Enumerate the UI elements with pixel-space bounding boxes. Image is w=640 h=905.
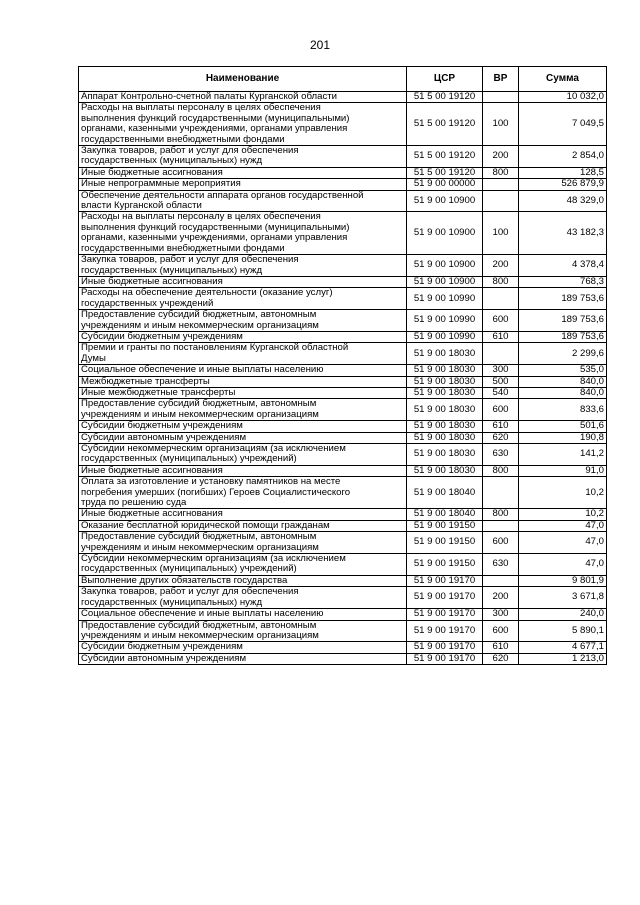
table-row [79,167,607,178]
cell-vr [483,288,519,310]
cell-csr: 51 9 00 00000 [407,179,483,190]
cell-name: Социальное обеспечение и иные выплаты населению [79,609,407,620]
table-header-row [79,67,607,92]
cell-csr: 51 9 00 19170 [407,642,483,653]
table-row [79,276,607,287]
cell-sum: 4 378,4 [519,255,607,277]
cell-sum: 7 049,5 [519,103,607,146]
cell-name: Расходы на обеспечение деятельности (оказание услуг) государственных учреждений [79,288,407,310]
cell-csr: 51 9 00 19170 [407,620,483,642]
cell-sum: 189 753,6 [519,331,607,342]
table-row [79,399,607,421]
cell-vr: 630 [483,554,519,576]
cell-csr: 51 9 00 10990 [407,288,483,310]
cell-name: Выполнение других обязательств государства [79,575,407,586]
cell-csr: 51 9 00 10900 [407,190,483,212]
cell-sum: 1 213,0 [519,653,607,664]
cell-vr: 610 [483,331,519,342]
cell-csr: 51 9 00 19150 [407,532,483,554]
cell-vr: 200 [483,587,519,609]
cell-vr [483,477,519,509]
cell-sum: 189 753,6 [519,288,607,310]
cell-csr: 51 9 00 18040 [407,509,483,520]
cell-sum: 190,8 [519,432,607,443]
table-row [79,620,607,642]
cell-vr [483,520,519,531]
cell-name: Иные бюджетные ассигнования [79,276,407,287]
cell-vr [483,190,519,212]
table-row [79,343,607,365]
cell-name: Предоставление субсидий бюджетным, автономным учреждениям и иным некоммерческим организациям [79,310,407,332]
cell-csr: 51 9 00 10900 [407,276,483,287]
cell-sum: 3 671,8 [519,587,607,609]
cell-name: Обеспечение деятельности аппарата органов государственной власти Курганской области [79,190,407,212]
cell-csr: 51 9 00 18030 [407,465,483,476]
table-row [79,421,607,432]
cell-name: Закупка товаров, работ и услуг для обеспечения государственных (муниципальных) нужд [79,587,407,609]
cell-vr: 600 [483,620,519,642]
table-row [79,520,607,531]
cell-csr: 51 9 00 10990 [407,310,483,332]
table-row [79,190,607,212]
cell-sum: 43 182,3 [519,212,607,255]
table-row [79,365,607,376]
cell-name: Оплата за изготовление и установку памятников на месте погребения умерших (погибших) Героев Социалистического труда по решению суда [79,477,407,509]
cell-vr: 600 [483,532,519,554]
cell-vr: 300 [483,609,519,620]
table-row [79,212,607,255]
cell-csr: 51 5 00 19120 [407,146,483,168]
cell-csr: 51 9 00 18030 [407,444,483,466]
table-row [79,331,607,342]
cell-name: Социальное обеспечение и иные выплаты населению [79,365,407,376]
cell-sum: 47,0 [519,532,607,554]
cell-name: Иные бюджетные ассигнования [79,465,407,476]
cell-name: Аппарат Контрольно-счетной палаты Курганской области [79,92,407,103]
cell-name: Премии и гранты по постановлениям Курганской областной Думы [79,343,407,365]
cell-name: Субсидии бюджетным учреждениям [79,642,407,653]
cell-csr: 51 9 00 18030 [407,399,483,421]
cell-vr: 600 [483,310,519,332]
cell-name: Оказание бесплатной юридической помощи гражданам [79,520,407,531]
cell-vr: 630 [483,444,519,466]
cell-sum: 10,2 [519,477,607,509]
cell-sum: 9 801,9 [519,575,607,586]
budget-table [78,66,607,665]
table-row [79,387,607,398]
table-row [79,653,607,664]
table-row [79,532,607,554]
cell-csr: 51 9 00 10900 [407,212,483,255]
table-row [79,288,607,310]
cell-vr: 800 [483,509,519,520]
cell-name: Субсидии автономным учреждениям [79,432,407,443]
cell-vr: 500 [483,376,519,387]
cell-vr: 800 [483,167,519,178]
table-row [79,92,607,103]
header-vr: ВР [483,67,519,92]
table-row [79,554,607,576]
header-sum: Сумма [519,67,607,92]
table-row [79,477,607,509]
cell-vr: 540 [483,387,519,398]
cell-csr: 51 5 00 19120 [407,103,483,146]
header-name: Наименование [79,67,407,92]
cell-sum: 2 299,6 [519,343,607,365]
cell-name: Субсидии бюджетным учреждениям [79,421,407,432]
cell-csr: 51 9 00 18030 [407,421,483,432]
cell-name: Субсидии некоммерческим организациям (за исключением государственных (муниципальных) учреждений) [79,554,407,576]
cell-sum: 5 890,1 [519,620,607,642]
cell-csr: 51 9 00 18030 [407,365,483,376]
cell-vr: 620 [483,653,519,664]
cell-sum: 91,0 [519,465,607,476]
cell-sum: 47,0 [519,554,607,576]
table-body [79,92,607,665]
table-row [79,103,607,146]
cell-sum: 10 032,0 [519,92,607,103]
table-row [79,509,607,520]
cell-csr: 51 9 00 19170 [407,653,483,664]
cell-csr: 51 9 00 10900 [407,255,483,277]
cell-sum: 833,6 [519,399,607,421]
cell-vr: 800 [483,465,519,476]
cell-sum: 535,0 [519,365,607,376]
cell-vr: 100 [483,212,519,255]
cell-name: Межбюджетные трансферты [79,376,407,387]
cell-name: Иные бюджетные ассигнования [79,167,407,178]
cell-vr: 610 [483,421,519,432]
cell-sum: 501,6 [519,421,607,432]
table-row [79,575,607,586]
table-row [79,432,607,443]
cell-sum: 48 329,0 [519,190,607,212]
cell-name: Субсидии автономным учреждениям [79,653,407,664]
cell-sum: 240,0 [519,609,607,620]
cell-sum: 840,0 [519,387,607,398]
table-row [79,609,607,620]
cell-sum: 768,3 [519,276,607,287]
cell-csr: 51 5 00 19120 [407,92,483,103]
cell-csr: 51 9 00 19170 [407,575,483,586]
table-row [79,146,607,168]
cell-vr: 800 [483,276,519,287]
cell-vr: 620 [483,432,519,443]
cell-vr: 610 [483,642,519,653]
table-row [79,465,607,476]
table-row [79,310,607,332]
cell-name: Закупка товаров, работ и услуг для обеспечения государственных (муниципальных) нужд [79,255,407,277]
cell-csr: 51 9 00 19150 [407,520,483,531]
cell-name: Субсидии некоммерческим организациям (за исключением государственных (муниципальных) учреждений) [79,444,407,466]
cell-csr: 51 9 00 18030 [407,432,483,443]
cell-sum: 10,2 [519,509,607,520]
cell-csr: 51 9 00 18030 [407,387,483,398]
cell-vr: 600 [483,399,519,421]
cell-vr [483,92,519,103]
cell-csr: 51 5 00 19120 [407,167,483,178]
cell-sum: 4 677,1 [519,642,607,653]
cell-name: Расходы на выплаты персоналу в целях обеспечения выполнения функций государственными (муниципальными) органами, казенными учреждениями, органами управления государственными внебюджетными фондами [79,212,407,255]
cell-vr: 300 [483,365,519,376]
cell-name: Предоставление субсидий бюджетным, автономным учреждениям и иным некоммерческим организациям [79,532,407,554]
cell-vr: 100 [483,103,519,146]
cell-csr: 51 9 00 19170 [407,609,483,620]
cell-csr: 51 9 00 19150 [407,554,483,576]
cell-name: Предоставление субсидий бюджетным, автономным учреждениям и иным некоммерческим организациям [79,620,407,642]
cell-vr: 200 [483,146,519,168]
cell-name: Иные непрограммные мероприятия [79,179,407,190]
cell-csr: 51 9 00 18030 [407,343,483,365]
table-row [79,179,607,190]
cell-vr [483,343,519,365]
page-number: 201 [309,38,331,52]
cell-name: Предоставление субсидий бюджетным, автономным учреждениям и иным некоммерческим организациям [79,399,407,421]
table-row [79,444,607,466]
header-csr: ЦСР [407,67,483,92]
cell-name: Иные бюджетные ассигнования [79,509,407,520]
cell-vr: 200 [483,255,519,277]
cell-vr [483,179,519,190]
cell-name: Расходы на выплаты персоналу в целях обеспечения выполнения функций государственными (муниципальными) органами, казенными учреждениями, органами управления государственными внебюджетными фондами [79,103,407,146]
cell-vr [483,575,519,586]
cell-sum: 141,2 [519,444,607,466]
cell-sum: 47,0 [519,520,607,531]
cell-csr: 51 9 00 18040 [407,477,483,509]
cell-sum: 840,0 [519,376,607,387]
cell-name: Субсидии бюджетным учреждениям [79,331,407,342]
table-row [79,642,607,653]
cell-sum: 189 753,6 [519,310,607,332]
table-row [79,587,607,609]
cell-csr: 51 9 00 18030 [407,376,483,387]
cell-sum: 128,5 [519,167,607,178]
cell-csr: 51 9 00 19170 [407,587,483,609]
cell-name: Иные межбюджетные трансферты [79,387,407,398]
table-row [79,255,607,277]
cell-sum: 526 879,9 [519,179,607,190]
cell-csr: 51 9 00 10990 [407,331,483,342]
cell-name: Закупка товаров, работ и услуг для обеспечения государственных (муниципальных) нужд [79,146,407,168]
cell-sum: 2 854,0 [519,146,607,168]
table-row [79,376,607,387]
